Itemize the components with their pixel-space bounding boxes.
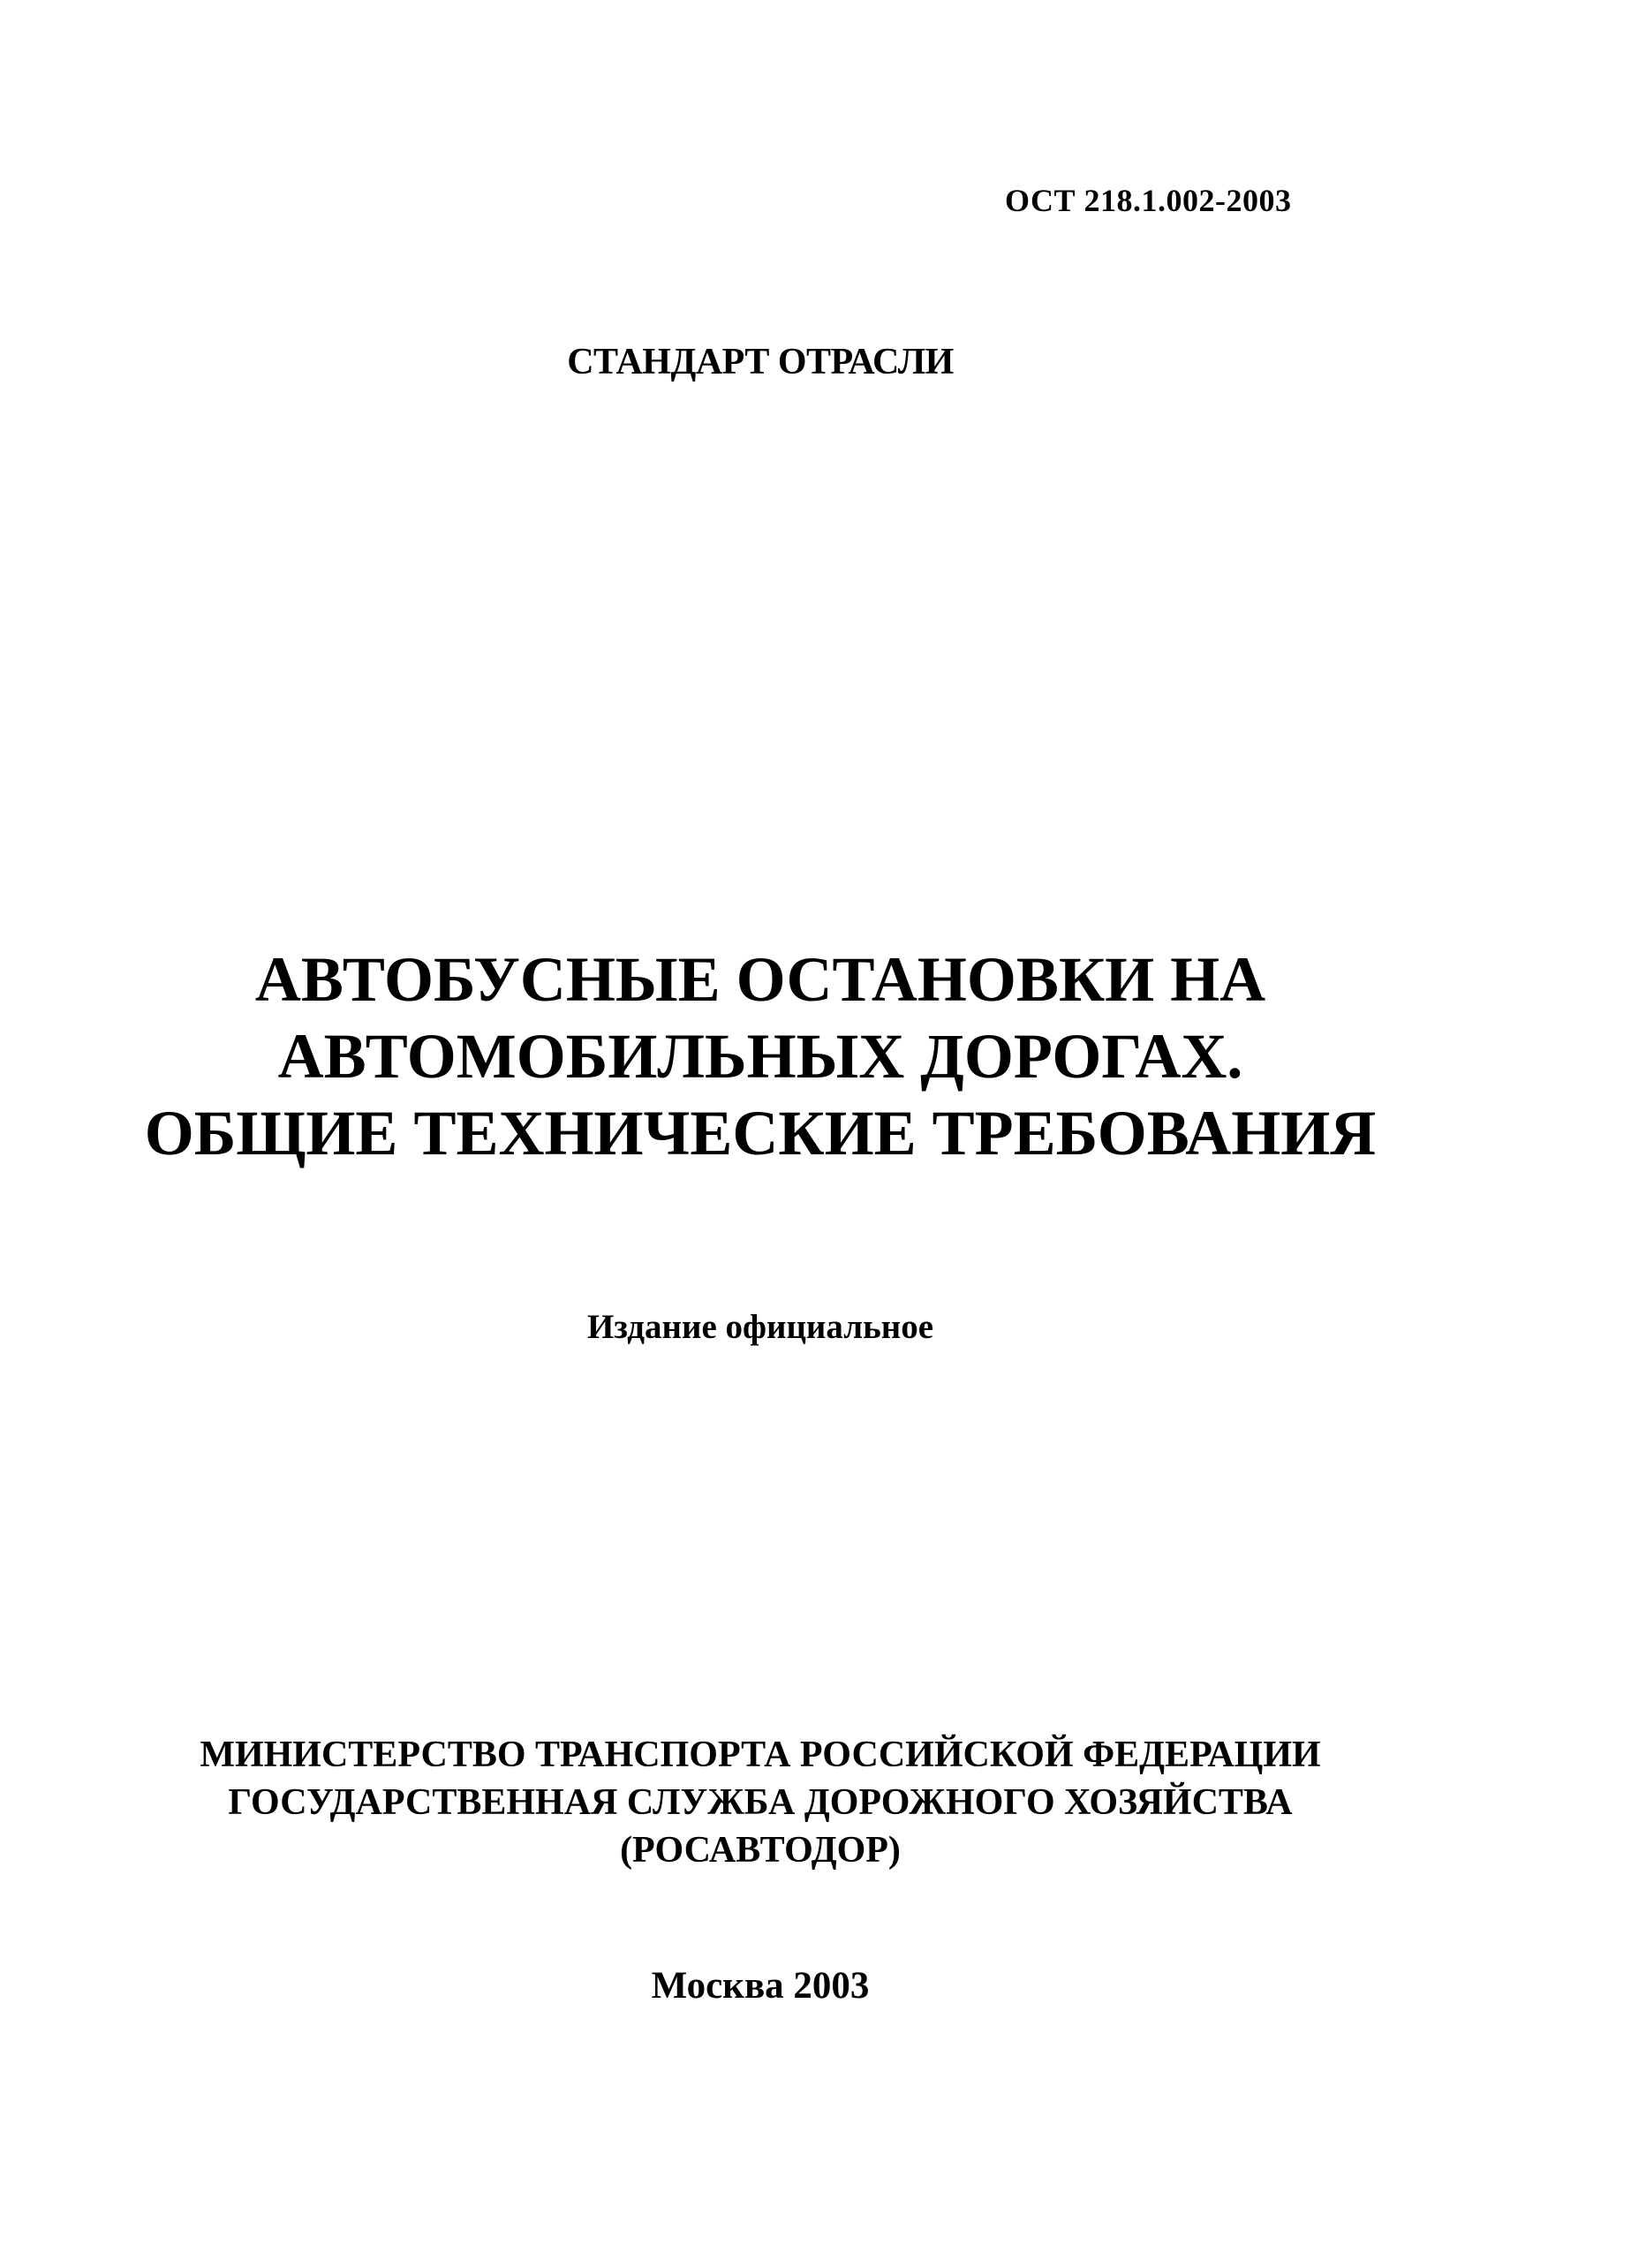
title-line-2: АВТОМОБИЛЬНЫХ ДОРОГАХ. [277, 1021, 1243, 1092]
document-title [0, 941, 1521, 1172]
publisher-line-3: (РОСАВТОДОР) [620, 1830, 901, 1871]
document-code: ОСТ 218.1.002-2003 [1005, 183, 1292, 218]
place-and-year: Москва 2003 [651, 1965, 870, 2007]
title-line-3: ОБЩИЕ ТЕХНИЧЕСКИЕ ТРЕБОВАНИЯ [144, 1098, 1377, 1168]
edition-note: Издание официальное [586, 1308, 934, 1346]
publisher-block [0, 1731, 1521, 1874]
document-type: СТАНДАРТ ОТРАСЛИ [567, 342, 954, 382]
publisher-line-1: МИНИСТЕРСТВО ТРАНСПОРТА РОССИЙСКОЙ ФЕДЕРАЦИИ [200, 1735, 1321, 1775]
publisher-line-2: ГОСУДАРСТВЕННАЯ СЛУЖБА ДОРОЖНОГО ХОЗЯЙСТВА [228, 1782, 1293, 1823]
title-line-1: АВТОБУСНЫЕ ОСТАНОВКИ НА [254, 944, 1266, 1015]
